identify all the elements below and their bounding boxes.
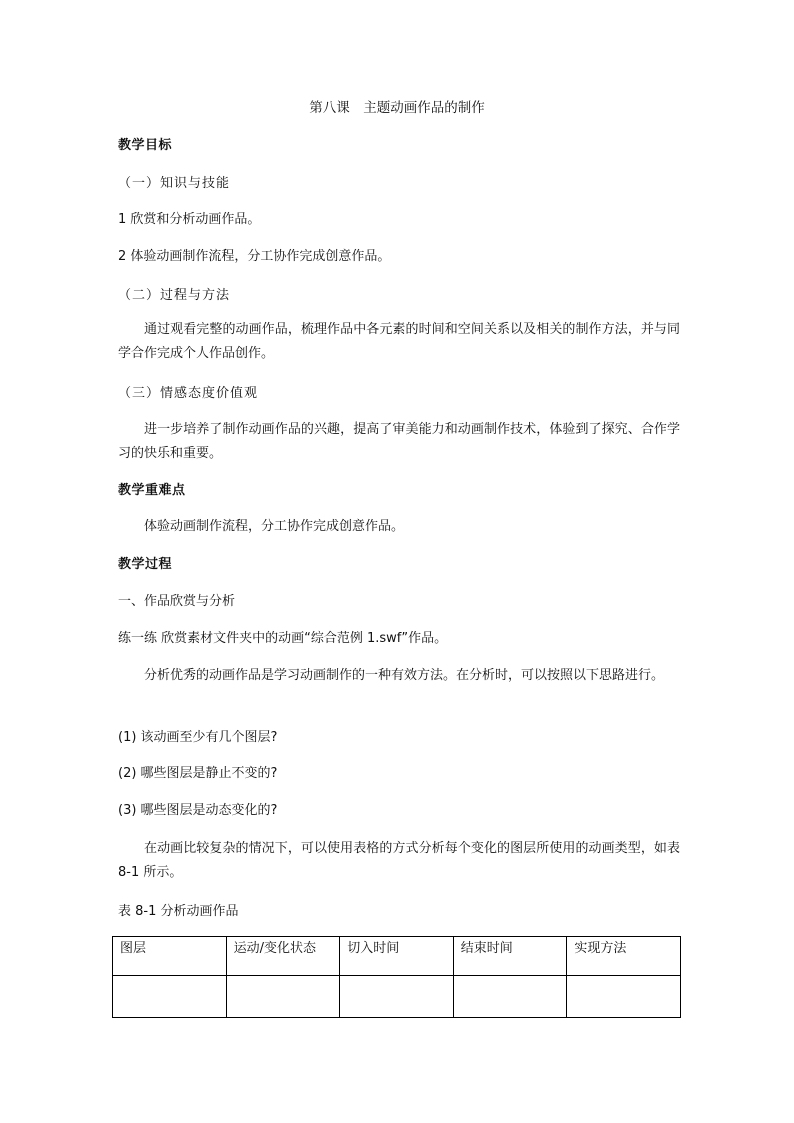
complex-text: 在动画比较复杂的情况下，可以使用表格的方式分析每个变化的图层所使用的动画类型，如表 8-1 所示。 <box>118 841 680 880</box>
goal3-text: 进一步培养了制作动画作品的兴趣，提高了审美能力和动画制作技术，体验到了探究、合作学习的快乐和重要。 <box>118 422 680 461</box>
table-cell <box>340 976 454 1018</box>
question-3: (3) 哪些图层是动态变化的? <box>118 803 278 818</box>
table-header-cell: 结束时间 <box>453 937 567 976</box>
table-cell <box>113 976 227 1018</box>
process-heading: 教学过程 <box>118 557 173 572</box>
goal1-heading: （一）知识与技能 <box>118 176 231 191</box>
analysis-table <box>112 936 681 1018</box>
table-header-row <box>113 937 681 976</box>
table-cell <box>567 976 681 1018</box>
step1-heading: 一、作品欣赏与分析 <box>118 594 236 609</box>
goal3-heading: （三）情感态度价值观 <box>118 386 259 401</box>
goal1-item1: 1 欣赏和分析动画作品。 <box>118 212 261 227</box>
table-caption: 表 8-1 分析动画作品 <box>118 904 239 919</box>
table-header-cell: 切入时间 <box>340 937 454 976</box>
goal2-heading: （二）过程与方法 <box>118 288 231 303</box>
table-header-cell: 运动/变化状态 <box>226 937 340 976</box>
practice-text: 练一练 欣赏素材文件夹中的动画“综合范例 1.swf”作品。 <box>118 631 448 646</box>
table-row <box>113 976 681 1018</box>
table-header-cell: 实现方法 <box>567 937 681 976</box>
goals-heading: 教学目标 <box>118 138 173 153</box>
key-points-heading: 教学重难点 <box>118 483 186 498</box>
analysis-intro: 分析优秀的动画作品是学习动画制作的一种有效方法。在分析时，可以按照以下思路进行。 <box>144 668 665 683</box>
table-header-cell: 图层 <box>113 937 227 976</box>
goal2-text: 通过观看完整的动画作品，梳理作品中各元素的时间和空间关系以及相关的制作方法，并与同学合作完成个人作品创作。 <box>118 322 680 361</box>
page-title: 第八课 主题动画作品的制作 <box>309 100 485 116</box>
table-cell <box>226 976 340 1018</box>
table-cell <box>453 976 567 1018</box>
question-2: (2) 哪些图层是静止不变的? <box>118 766 278 781</box>
question-1: (1) 该动画至少有几个图层? <box>118 730 278 745</box>
goal1-item2: 2 体验动画制作流程，分工协作完成创意作品。 <box>118 249 391 264</box>
key-points-text: 体验动画制作流程，分工协作完成创意作品。 <box>144 519 405 534</box>
